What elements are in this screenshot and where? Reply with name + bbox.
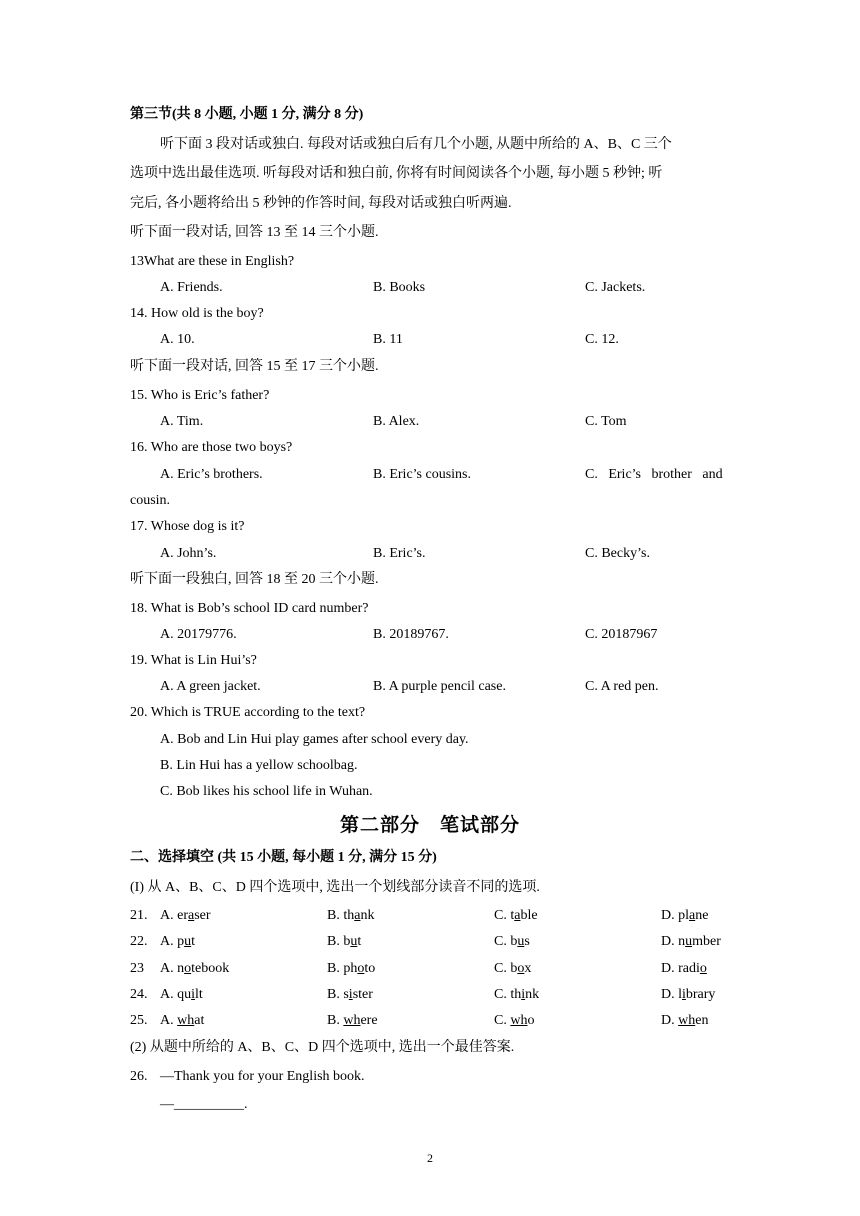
option-19-a: A. A green jacket. [160, 679, 261, 694]
section3-intro-line-3: 完后, 各小题将给出 5 秒钟的作答时间, 每段对话或独白听两遍. [130, 196, 512, 211]
option-16-b: B. Eric’s cousins. [373, 467, 471, 482]
option-15-b: B. Alex. [373, 414, 420, 429]
option-18-b: B. 20189767. [373, 627, 449, 642]
option-16-a: A. Eric’s brothers. [160, 467, 263, 482]
option-14-a: A. 10. [160, 332, 195, 347]
group-instruction-3: 听下面一段独白, 回答 18 至 20 三个小题. [130, 572, 379, 587]
question-14: 14. How old is the boy? [130, 306, 264, 321]
phonics-instruction: (I) 从 A、B、C、D 四个选项中, 选出一个划线部分读音不同的选项. [130, 880, 540, 895]
question-16: 16. Who are those two boys? [130, 440, 293, 455]
underlined-letters: wh [177, 1013, 195, 1028]
option-16-c: C. Eric’s brother and [585, 467, 723, 482]
phonics-24-option-b: B. sister [327, 987, 373, 1002]
phonics-23-option-a: A. notebook [160, 961, 230, 976]
phonics-21-number: 21. [130, 908, 148, 923]
question-20: 20. Which is TRUE according to the text? [130, 705, 366, 720]
option-17-c: C. Becky’s. [585, 546, 650, 561]
question-26-number: 26. [130, 1069, 148, 1084]
phonics-22-option-d: D. number [661, 934, 721, 949]
section3-intro-line-1: 听下面 3 段对话或独白. 每段对话或独白后有几个小题, 从题中所给的 A、B、C 三个 [160, 137, 672, 152]
underlined-letters: wh [510, 1013, 528, 1028]
option-14-c: C. 12. [585, 332, 619, 347]
phonics-21-option-b: B. thank [327, 908, 375, 923]
option-15-a: A. Tim. [160, 414, 204, 429]
phonics-22-number: 22. [130, 934, 148, 949]
option-18-a: A. 20179776. [160, 627, 237, 642]
underlined-letters: u [517, 934, 525, 949]
phonics-22-option-a: A. put [160, 934, 196, 949]
question-15: 15. Who is Eric’s father? [130, 388, 270, 403]
question-26-text: —Thank you for your English book. [160, 1069, 365, 1084]
question-17: 17. Whose dog is it? [130, 519, 245, 534]
option-19-c: C. A red pen. [585, 679, 659, 694]
part2-section-heading: 二、选择填空 (共 15 小题, 每小题 1 分, 满分 15 分) [130, 850, 437, 865]
option-19-b: B. A purple pencil case. [373, 679, 506, 694]
part2-title: 第二部分 笔试部分 [339, 814, 520, 836]
underlined-letters: a [689, 908, 696, 923]
group-instruction-2: 听下面一段对话, 回答 15 至 17 三个小题. [130, 359, 379, 374]
phonics-21-option-c: C. table [494, 908, 538, 923]
section3-intro-line-2: 选项中选出最佳选项. 听每段对话和独白前, 你将有时间阅读各个小题, 每小题 5 秒钟; 听 [130, 166, 663, 181]
underlined-letters: i [682, 987, 686, 1002]
option-13-c: C. Jackets. [585, 280, 646, 295]
underlined-letters: i [348, 987, 353, 1002]
option-13-a: A. Friends. [160, 280, 223, 295]
underlined-letters: u [184, 934, 192, 949]
phonics-21-option-d: D. plane [661, 908, 709, 923]
phonics-25-option-a: A. what [160, 1013, 205, 1028]
phonics-23-number: 23 [130, 961, 144, 976]
underlined-letters: wh [678, 1013, 696, 1028]
phonics-25-number: 25. [130, 1013, 148, 1028]
option-15-c: C. Tom [585, 414, 627, 429]
phonics-24-option-a: A. quilt [160, 987, 203, 1002]
section3-heading: 第三节(共 8 小题, 小题 1 分, 满分 8 分) [130, 107, 364, 122]
underlined-letters: i [191, 987, 196, 1002]
phonics-24-option-d: D. library [661, 987, 716, 1002]
underlined-letters: i [521, 987, 526, 1002]
phonics-23-option-d: D. radio [661, 961, 707, 976]
choice-instruction: (2) 从题中所给的 A、B、C、D 四个选项中, 选出一个最佳答案. [130, 1040, 515, 1055]
underlined-letters: o [357, 961, 365, 976]
option-13-b: B. Books [373, 280, 426, 295]
underlined-letters: u [350, 934, 358, 949]
phonics-24-number: 24. [130, 987, 148, 1002]
group-instruction-1: 听下面一段对话, 回答 13 至 14 三个小题. [130, 225, 379, 240]
phonics-25-option-b: B. where [327, 1013, 378, 1028]
phonics-23-option-b: B. photo [327, 961, 376, 976]
option-17-a: A. John’s. [160, 546, 217, 561]
option-14-b: B. 11 [373, 332, 403, 347]
underlined-letters: a [514, 908, 521, 923]
question-13: 13What are these in English? [130, 254, 295, 269]
option-20-b: B. Lin Hui has a yellow schoolbag. [160, 758, 358, 773]
question-18: 18. What is Bob’s school ID card number? [130, 601, 369, 616]
phonics-25-option-d: D. when [661, 1013, 709, 1028]
underlined-letters: u [685, 934, 693, 949]
option-16-c-continued: cousin. [130, 493, 171, 508]
question-26-answer-blank: —__________. [160, 1097, 248, 1112]
option-18-c: C. 20187967 [585, 627, 658, 642]
underlined-letters: o [699, 961, 707, 976]
phonics-24-option-c: C. think [494, 987, 540, 1002]
phonics-25-option-c: C. who [494, 1013, 535, 1028]
underlined-letters: a [188, 908, 195, 923]
question-19: 19. What is Lin Hui’s? [130, 653, 257, 668]
underlined-letters: o [517, 961, 525, 976]
phonics-22-option-b: B. but [327, 934, 362, 949]
phonics-23-option-c: C. box [494, 961, 532, 976]
page-number: 2 [427, 1151, 433, 1165]
underlined-letters: o [184, 961, 192, 976]
option-17-b: B. Eric’s. [373, 546, 426, 561]
option-20-c: C. Bob likes his school life in Wuhan. [160, 784, 373, 799]
phonics-22-option-c: C. bus [494, 934, 530, 949]
phonics-21-option-a: A. eraser [160, 908, 211, 923]
underlined-letters: wh [343, 1013, 361, 1028]
option-20-a: A. Bob and Lin Hui play games after school every day. [160, 732, 469, 747]
underlined-letters: a [354, 908, 361, 923]
